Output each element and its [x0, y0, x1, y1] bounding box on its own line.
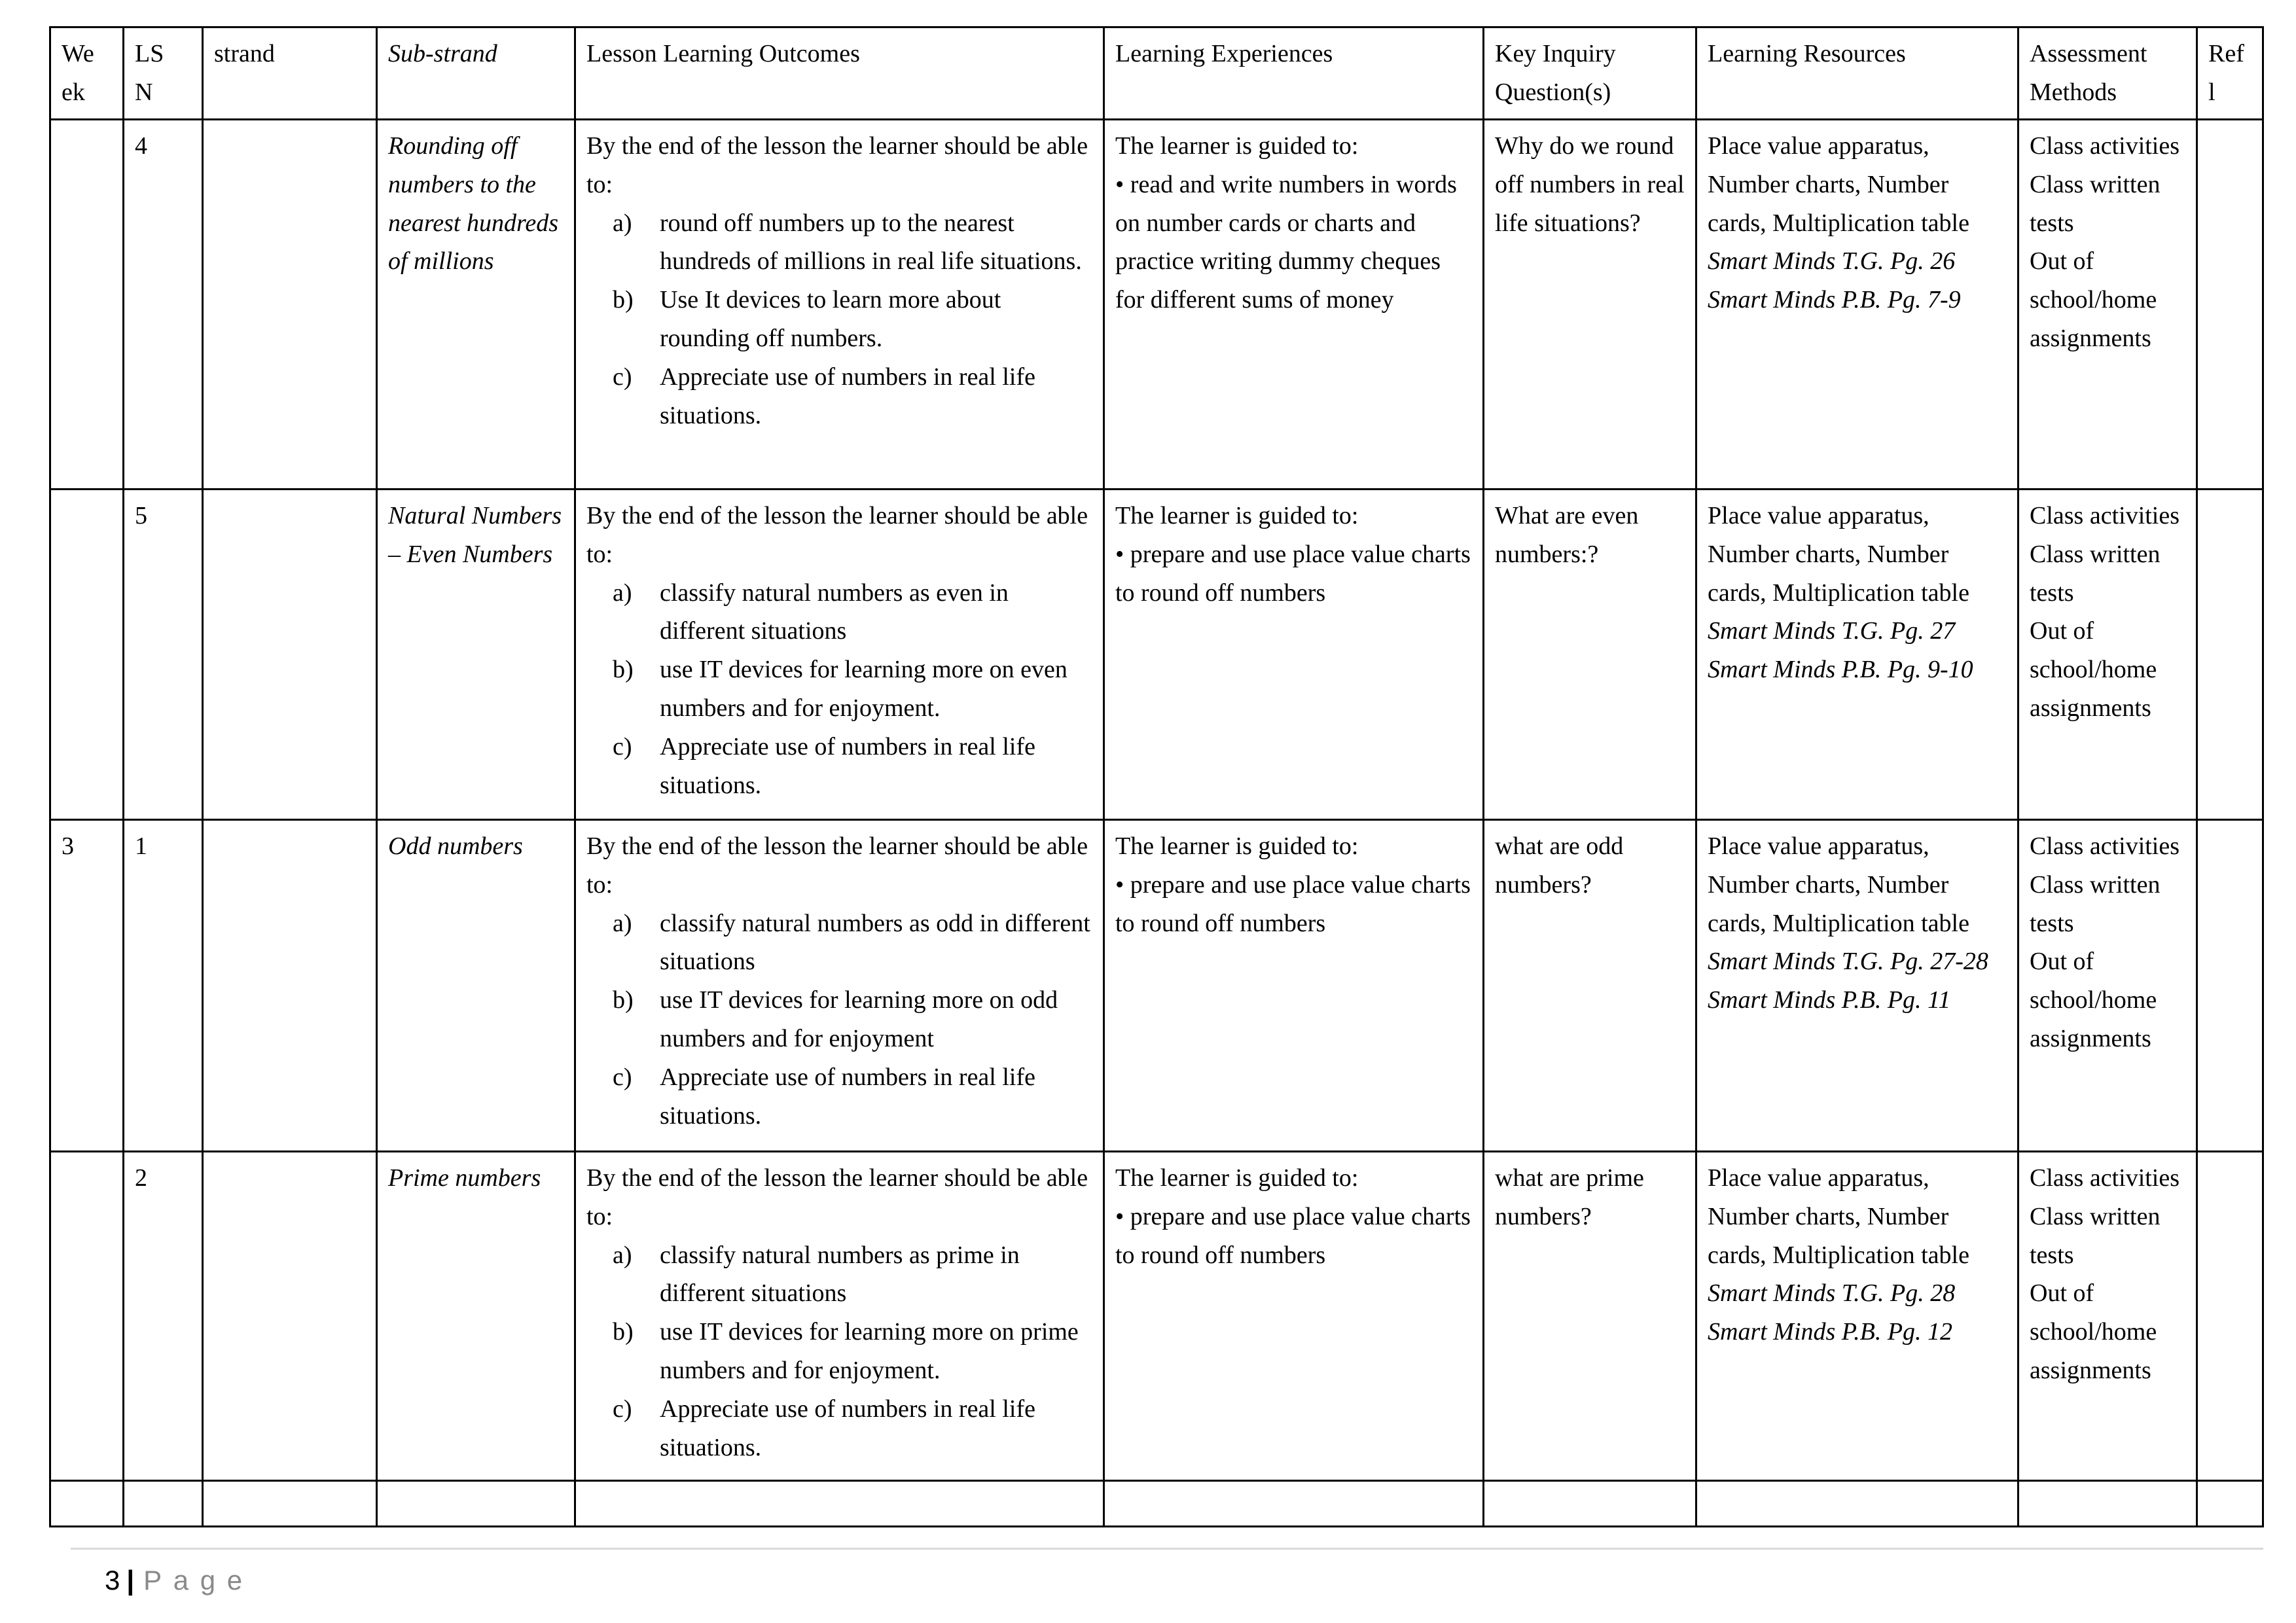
outcome-item [586, 1390, 1094, 1467]
assessment-item: Class activities [2030, 1164, 2180, 1192]
outcome-item [586, 728, 1094, 805]
list-marker: c) [613, 1395, 632, 1423]
cell-assessment [2018, 819, 2197, 1151]
cell-substrand [377, 1480, 575, 1526]
cell-resources [1696, 1480, 2018, 1526]
list-text: use IT devices for learning more on odd numbers and for enjoyment [660, 986, 1058, 1053]
assessment-item: Out of school/home assignments [2030, 948, 2157, 1053]
outcomes-intro: By the end of the lesson the learner should be able to: [586, 832, 1088, 899]
list-text: classify natural numbers as odd in different situations [660, 909, 1090, 976]
list-marker: c) [613, 363, 632, 391]
cell-outcomes [575, 1480, 1104, 1526]
cell-lsn [124, 1480, 203, 1526]
resources-pupils-book: Smart Minds P.B. Pg. 7-9 [1708, 286, 1961, 314]
outcome-item [586, 651, 1094, 728]
outcomes-intro: By the end of the lesson the learner should be able to: [586, 132, 1088, 198]
header-row [50, 27, 2263, 120]
cell-week: 3 [50, 819, 124, 1151]
cell-substrand: Natural Numbers – Even Numbers [377, 489, 575, 819]
list-text: use IT devices for learning more on even numbers and for enjoyment. [660, 656, 1067, 722]
list-text: round off numbers up to the nearest hundreds of millions in real life situations. [660, 209, 1082, 276]
resources-materials: Place value apparatus, Number charts, Number cards, Multiplication table [1708, 501, 1969, 607]
experiences-intro: The learner is guided to: [1115, 832, 1359, 860]
page-footer [105, 1565, 254, 1596]
cell-strand [203, 819, 377, 1151]
cell-experiences [1104, 119, 1484, 489]
experiences-bullet: • read and write numbers in words on number cards or charts and practice writing dummy cheques for different sums of money [1115, 170, 1457, 314]
cell-lsn: 5 [124, 489, 203, 819]
experiences-bullet: • prepare and use place value charts to round off numbers [1115, 870, 1471, 937]
col-header-lsn-line1: LS [135, 40, 164, 67]
list-text: Use It devices to learn more about rounding off numbers. [660, 286, 1001, 353]
cell-substrand: Rounding off numbers to the nearest hundreds of millions [377, 119, 575, 489]
col-header-resources: Learning Resources [1696, 27, 2018, 120]
resources-pupils-book: Smart Minds P.B. Pg. 12 [1708, 1318, 1953, 1346]
cell-strand [203, 119, 377, 489]
list-marker: b) [613, 286, 634, 314]
cell-experiences [1104, 1151, 1484, 1480]
col-header-week [50, 27, 124, 120]
list-marker: a) [613, 909, 632, 937]
cell-ref [2197, 819, 2263, 1151]
list-marker: c) [613, 1063, 632, 1092]
cell-week [50, 119, 124, 489]
resources-pupils-book: Smart Minds P.B. Pg. 11 [1708, 986, 1951, 1014]
table-row [50, 819, 2263, 1151]
resources-materials: Place value apparatus, Number charts, Number cards, Multiplication table [1708, 832, 1969, 937]
col-header-ref [2197, 27, 2263, 120]
cell-inquiry: what are prime numbers? [1484, 1151, 1696, 1480]
col-header-experiences: Learning Experiences [1104, 27, 1484, 120]
list-marker: a) [613, 1241, 632, 1269]
cell-experiences [1104, 489, 1484, 819]
cell-assessment [2018, 119, 2197, 489]
assessment-item: Out of school/home assignments [2030, 1279, 2157, 1385]
experiences-bullet: • prepare and use place value charts to round off numbers [1115, 1202, 1471, 1269]
list-text: classify natural numbers as even in different situations [660, 579, 1009, 645]
cell-lsn: 4 [124, 119, 203, 489]
col-header-ref-line1: Ref [2208, 40, 2244, 67]
cell-experiences [1104, 1480, 1484, 1526]
experiences-bullet: • prepare and use place value charts to round off numbers [1115, 540, 1471, 607]
col-header-lsn-line2: N [135, 78, 153, 106]
cell-ref [2197, 489, 2263, 819]
cell-resources [1696, 489, 2018, 819]
resources-teachers-guide: Smart Minds T.G. Pg. 27 [1708, 617, 1956, 645]
assessment-item: Class written tests [2030, 170, 2161, 237]
footer-divider [71, 1548, 2263, 1550]
list-text: Appreciate use of numbers in real life situations. [660, 1395, 1035, 1462]
cell-resources [1696, 1151, 2018, 1480]
outcome-item [586, 204, 1094, 281]
col-header-assessment: Assessment Methods [2018, 27, 2197, 120]
list-text: Appreciate use of numbers in real life situations. [660, 363, 1035, 430]
list-text: use IT devices for learning more on prime numbers and for enjoyment. [660, 1318, 1079, 1385]
cell-outcomes [575, 489, 1104, 819]
cell-resources [1696, 819, 2018, 1151]
list-marker: a) [613, 579, 632, 607]
outcome-item [586, 358, 1094, 435]
list-marker: b) [613, 986, 634, 1014]
assessment-item: Out of school/home assignments [2030, 617, 2157, 722]
cell-outcomes [575, 819, 1104, 1151]
list-marker: c) [613, 733, 632, 761]
resources-teachers-guide: Smart Minds T.G. Pg. 27-28 [1708, 948, 1988, 976]
experiences-intro: The learner is guided to: [1115, 501, 1359, 529]
outcome-item [586, 1236, 1094, 1313]
resources-teachers-guide: Smart Minds T.G. Pg. 26 [1708, 247, 1956, 276]
col-header-week-line1: We [62, 40, 94, 67]
cell-ref [2197, 119, 2263, 489]
list-marker: a) [613, 209, 632, 237]
resources-pupils-book: Smart Minds P.B. Pg. 9-10 [1708, 656, 1973, 684]
cell-week [50, 1480, 124, 1526]
list-text: Appreciate use of numbers in real life situations. [660, 733, 1035, 800]
outcome-item [586, 904, 1094, 982]
outcome-item [586, 1058, 1094, 1135]
cell-assessment [2018, 1480, 2197, 1526]
resources-materials: Place value apparatus, Number charts, Number cards, Multiplication table [1708, 132, 1969, 237]
cell-inquiry [1484, 1480, 1696, 1526]
cell-ref [2197, 1151, 2263, 1480]
cell-strand [203, 1151, 377, 1480]
page-number: 3 [105, 1565, 120, 1596]
cell-inquiry: what are odd numbers? [1484, 819, 1696, 1151]
col-header-strand: strand [203, 27, 377, 120]
assessment-item: Class written tests [2030, 540, 2161, 607]
table-row [50, 489, 2263, 819]
col-header-ref-line2: l [2208, 78, 2215, 106]
experiences-intro: The learner is guided to: [1115, 1164, 1359, 1192]
outcomes-intro: By the end of the lesson the learner should be able to: [586, 1164, 1088, 1230]
assessment-item: Class activities [2030, 501, 2180, 529]
experiences-intro: The learner is guided to: [1115, 132, 1359, 160]
scheme-of-work-table [49, 26, 2264, 1527]
resources-teachers-guide: Smart Minds T.G. Pg. 28 [1708, 1279, 1956, 1308]
assessment-item: Class written tests [2030, 870, 2161, 937]
cell-inquiry: Why do we round off numbers in real life situations? [1484, 119, 1696, 489]
resources-materials: Place value apparatus, Number charts, Number cards, Multiplication table [1708, 1164, 1969, 1269]
cell-week [50, 489, 124, 819]
col-header-substrand: Sub-strand [377, 27, 575, 120]
cell-substrand: Prime numbers [377, 1151, 575, 1480]
assessment-item: Out of school/home assignments [2030, 247, 2157, 353]
cell-strand [203, 489, 377, 819]
list-text: Appreciate use of numbers in real life situations. [660, 1063, 1035, 1130]
cell-week [50, 1151, 124, 1480]
outcome-item [586, 981, 1094, 1058]
assessment-item: Class activities [2030, 832, 2180, 860]
table-row [50, 1151, 2263, 1480]
empty-row [50, 1480, 2263, 1526]
cell-experiences [1104, 819, 1484, 1151]
outcomes-intro: By the end of the lesson the learner should be able to: [586, 501, 1088, 568]
cell-assessment [2018, 489, 2197, 819]
col-header-inquiry: Key Inquiry Question(s) [1484, 27, 1696, 120]
cell-substrand: Odd numbers [377, 819, 575, 1151]
assessment-item: Class written tests [2030, 1202, 2161, 1269]
cell-strand [203, 1480, 377, 1526]
cell-assessment [2018, 1151, 2197, 1480]
cell-ref [2197, 1480, 2263, 1526]
outcome-item [586, 281, 1094, 358]
outcome-item [586, 574, 1094, 651]
cell-lsn: 1 [124, 819, 203, 1151]
footer-separator: | [126, 1565, 135, 1596]
cell-resources [1696, 119, 2018, 489]
list-marker: b) [613, 656, 634, 684]
list-text: classify natural numbers as prime in different situations [660, 1241, 1020, 1308]
outcome-item [586, 1313, 1094, 1390]
assessment-item: Class activities [2030, 132, 2180, 160]
page-label: Page [143, 1565, 254, 1596]
table-row [50, 119, 2263, 489]
cell-inquiry: What are even numbers:? [1484, 489, 1696, 819]
cell-lsn: 2 [124, 1151, 203, 1480]
cell-outcomes [575, 1151, 1104, 1480]
col-header-lsn [124, 27, 203, 120]
list-marker: b) [613, 1318, 634, 1346]
col-header-outcomes: Lesson Learning Outcomes [575, 27, 1104, 120]
cell-outcomes [575, 119, 1104, 489]
col-header-week-line2: ek [62, 78, 85, 106]
